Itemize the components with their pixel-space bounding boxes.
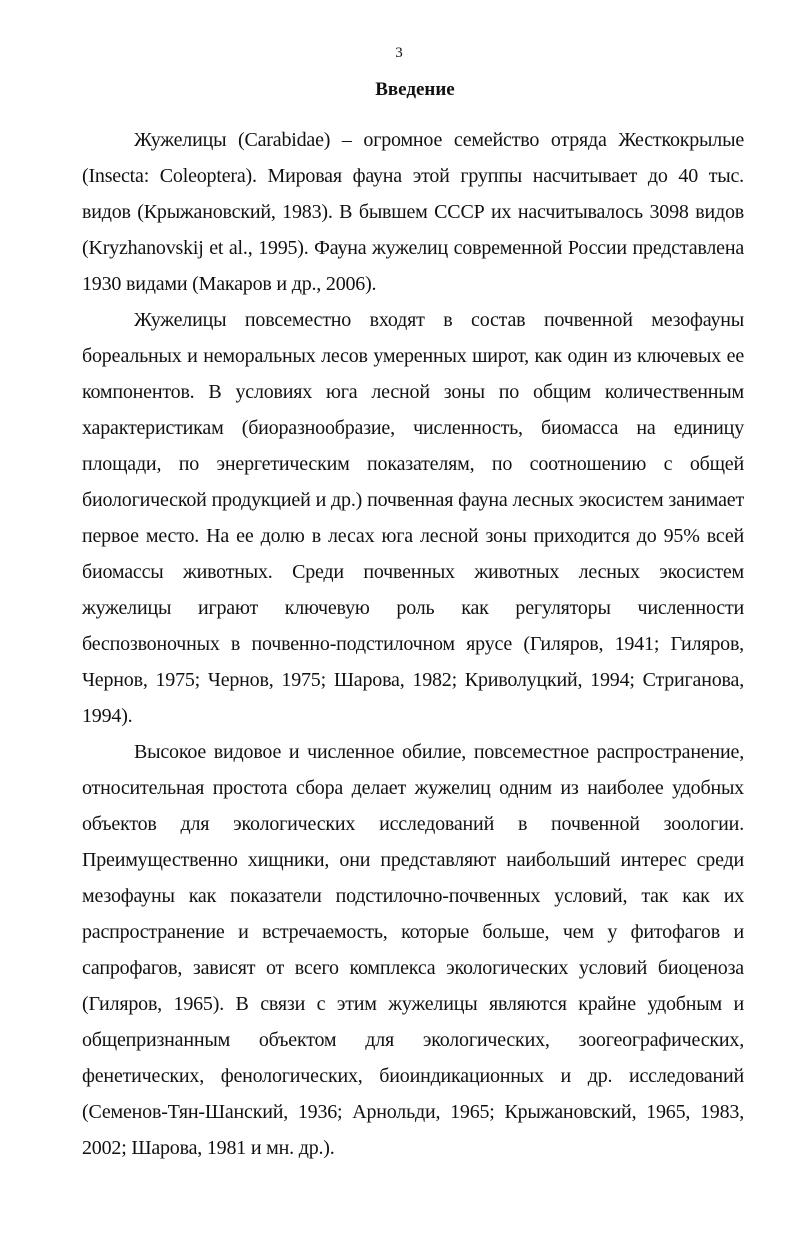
- paragraph-2: Жужелицы повсеместно входят в состав почвенной мезофауны бореальных и неморальных лесов умеренных широт, как один из ключевых ее компонентов. В условиях юга лесной зоны по общим количественным характеристикам (биоразнообразие, численность, биомасса на единицу площади, по энергетическим показателям, по соотношению с общей биологической продукцией и др.) почвенная фауна лесных экосистем занимает первое место. На ее долю в лесах юга лесной зоны приходится до 95% всей биомассы животных. Среди почвенных животных лесных экосистем жужелицы играют ключевую роль как регуляторы численности беспозвоночных в почвенно-подстилочном ярусе (Гиляров, 1941; Гиляров, Чернов, 1975; Чернов, 1975; Шарова, 1982; Криволуцкий, 1994; Стриганова, 1994).: [82, 309, 744, 727]
- body-text: [82, 122, 744, 1166]
- paragraph-1: Жужелицы (Carabidae) – огромное семейство отряда Жесткокрылые (Insecta: Coleoptera). Мировая фауна этой группы насчитывает до 40 тыс. видов (Крыжановский, 1983). В бывшем СССР их насчитывалось 3098 видов (Kryzhanovskij et al., 1995). Фауна жужелиц современной России представлена 1930 видами (Макаров и др., 2006).: [82, 129, 744, 295]
- paragraph-3: Высокое видовое и численное обилие, повсеместное распространение, относительная простота сбора делает жужелиц одним из наиболее удобных объектов для экологических исследований в почвенной зоологии. Преимущественно хищники, они представляют наибольший интерес среди мезофауны как показатели подстилочно-почвенных условий, так как их распространение и встречаемость, которые больше, чем у фитофагов и сапрофагов, зависят от всего комплекса экологических условий биоценоза (Гиляров, 1965). В связи с этим жужелицы являются крайне удобным и общепризнанным объектом для экологических, зоогеографических, фенетических, фенологических, биоиндикационных и др. исследований (Семенов-Тян-Шанский, 1936; Арнольди, 1965; Крыжановский, 1965, 1983, 2002; Шарова, 1981 и мн. др.).: [82, 741, 744, 1159]
- section-title: Введение: [375, 79, 455, 100]
- page-number: 3: [395, 45, 403, 61]
